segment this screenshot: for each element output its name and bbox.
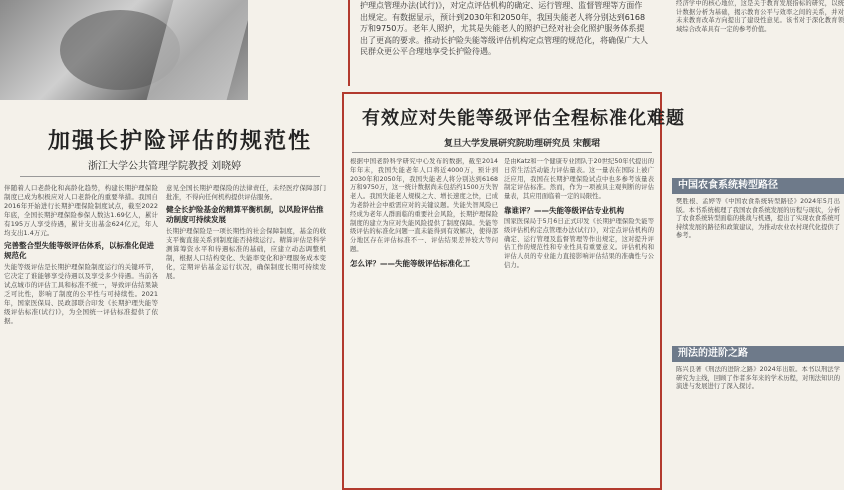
left-divider [20,176,320,177]
right-section1-body: 樊胜根、孟婷等《中国农食系统转型路径》2024年5月出版。本书系统梳理了我国农食系统发展的历程与现状，分析了农食系统转型面临的挑战与机遇，提出了实现农食系统可持续发展的路径和政策建议，为推动农业农村现代化提供了参考。 [676,198,840,240]
right-section2-body: 陈兴良著《刑法的进阶之路》2024年出版。本书以刑法学研究为主线，回顾了作者多年来的学术历程，对刑法知识的演进与发展进行了深入探讨。 [676,366,840,391]
right-section1 [676,198,840,332]
featured-article-author: 复旦大学发展研究院助理研究员 宋靓珺 [444,139,601,149]
box-col2-text: 国家医保局于5月6日正式印发《长期护理保险失能等级评估机构定点管理办法(试行)》，对定点评估机构的确定、运行管理及监督管理等作出规定，这对提升评估工作的规范性和专业性具有重要意义。评估机构和评估人员的专业能力直接影响评估结果的准确性与公信力。 [504,217,654,269]
left-col1-intro: 伴随着人口老龄化和高龄化趋势，构建长期护理保险制度已成为积极应对人口老龄化的重要举措。我国自2016年开始进行长期护理保险制度试点，截至2022年底，全国长期护理保险参保人数达1.69亿人，累计有195万人享受待遇，累计支出基金624亿元，年人均支出1.4万元。 [4,184,158,237]
box-col2-body: 是由Katz和一个健康专业团队于20世纪50年代提出的日常生活活动能力评估量表。这一量表在国际上被广泛应用，我国在长期护理保险试点中也多参考该量表制定评估标准。然而，作为一项被具主观判断的评估量表，其应用面临着一定的局限性。 [504,158,654,201]
right-section2 [676,366,840,490]
top-mid-rule [348,0,350,86]
box-column-1 [350,158,498,484]
left-column-1 [4,184,158,490]
left-col2-intro: 意见全国长期护理保险的法律责任，未经医疗保障部门批准，不得向任何机构提供评估服务。 [166,184,326,201]
article-photo [0,0,248,100]
box-col1-body: 根据中国老龄科学研究中心发布的数据，截至2014年年末，我国失能老年人口将近4000万，预计到2030年和2050年，我国失能老人将分别达到6168万和9750万，这一统计数据尚未包括约1500万失智老人。我国失能老人规模之大、增长速度之快，已成为老龄社会中亟需应对的关键议题。失能失智风险已经成为老年人群面临的重要社会风险，长期护理保险制度的建立为应对失能风险提供了制度保障。失能等级评估的标准化问题一直未能得到有效解决，使得部分地区存在评估标准不一、评估结果差异较大等问题。 [350,158,498,253]
box-col1-foot: 怎么评？——失能等级评估标准化工 [350,258,470,268]
featured-article-title: 有效应对失能等级评估全程标准化难题 [362,108,685,129]
left-col1-subhead: 完善整合型失能等级评估体系，以标准化促进规范化 [4,241,154,260]
right-intro [676,0,844,168]
box-divider [352,152,652,153]
box-column-2 [504,158,654,484]
left-article-title: 加强长护险评估的规范性 [48,128,313,154]
top-middle-text: 护理点管理办法(试行)》，对定点评估机构的确定、运行管理、监督管理等方面作出规定。有数据显示，预计到2030年和2050年，我国失能老人将分别达到6168万和9750万。老年人照护，尤其是失能老人的照护已经对社会化照护服务体系提出了更高的要求。推动长护险失能等级评估机构定点管理的规范化，将确保广大人民群众更公平合理地享受长护险待遇。 [360,1,648,56]
left-col2-body: 长期护理保险是一项长期性的社会保障制度，基金的收支平衡直接关系到制度能否持续运行。精算评估是科学测算筹资水平和待遇标准的基础，应建立动态调整机制，根据人口结构变化、失能率变化和护理服务成本变化，定期评估基金运行状况，确保制度长期可持续发展。 [166,227,326,280]
left-col1-body: 失能等级评估是长期护理保险制度运行的关键环节，它决定了谁能够享受待遇以及享受多少待遇。当前各试点城市的评估工具和标准不统一，导致评估结果缺乏可比性，影响了制度的公平性与可持续性。2021年，国家医保局、民政部联合印发《长期护理失能等级评估标准(试行)》，为全国统一评估标准提供了依据。 [4,263,158,325]
left-column-2 [166,184,326,490]
section-header-food-system: 中国农食系统转型路径 [672,178,844,194]
left-article-author: 浙江大学公共管理学院教授 刘晓婷 [88,161,242,172]
left-col2-subhead: 健全长护险基金的精算平衡机制，以风险评估推动制度可持续发展 [166,205,324,224]
photo-highlight [147,0,248,100]
right-intro-text: 经济学中的核心地位，这是关于教育发展指标的研究，以统计数据分析为基础，揭示教育公平与效率之间的关系，并对未来教育改革方向提出了建设性意见。该书对于深化教育领域综合改革具有一定的参考价值。 [676,0,844,33]
section-header-criminal-law: 刑法的进阶之路 [672,346,844,362]
box-col2-subhead: 靠谁评？——失能等级评估专业机构 [504,205,624,215]
